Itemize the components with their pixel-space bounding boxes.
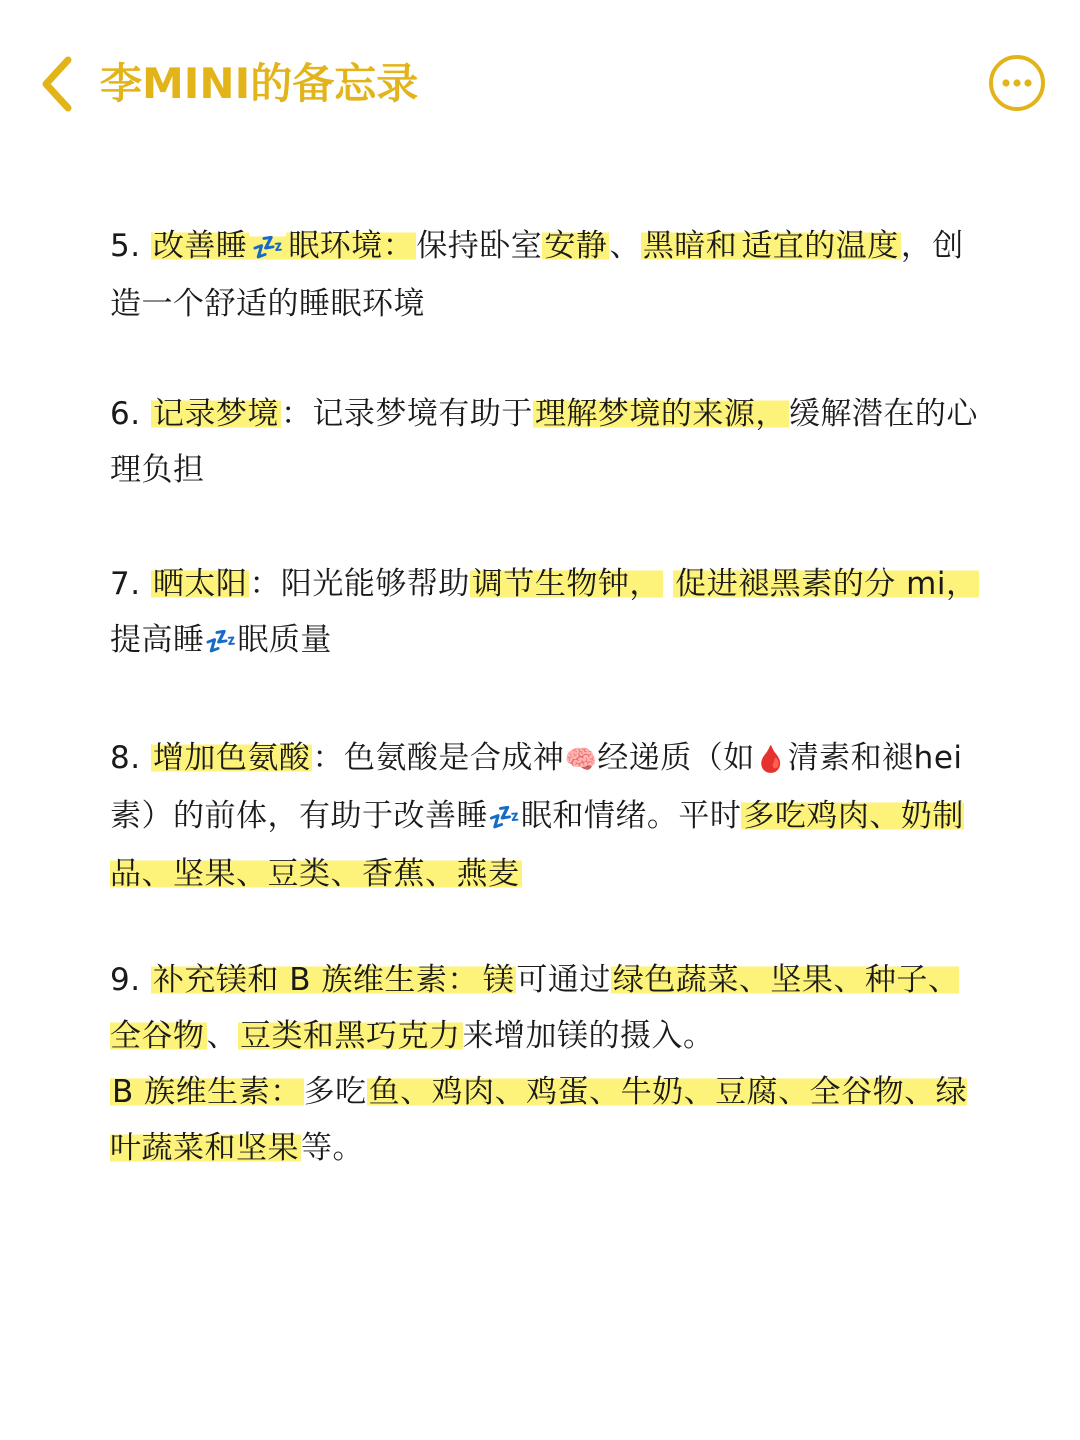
more-horizontal-icon	[987, 53, 1047, 113]
list-item	[110, 218, 990, 332]
highlighted-text: 豆类和黑巧克力	[240, 1018, 461, 1054]
highlighted-text: 适宜的温度	[741, 228, 899, 264]
item-number: 8.	[110, 740, 151, 776]
memo-text: ：色氨酸是合成神	[312, 740, 565, 776]
highlighted-text: 晒太阳	[152, 566, 248, 602]
memo-text: 眠和情绪。平时	[520, 798, 742, 834]
memo-text: ：阳光能够帮助	[249, 566, 470, 602]
memo-text: 多吃	[303, 1074, 367, 1110]
more-button[interactable]	[987, 53, 1047, 113]
memo-text	[663, 566, 673, 602]
chevron-left-icon	[34, 52, 90, 116]
memo-text: 等。	[301, 1130, 364, 1166]
sleep-icon: 💤	[204, 627, 238, 657]
memo-text: 清素和褪hei 素）的前体，有助于改善睡	[110, 740, 963, 834]
highlighted-text: 促进褪黑素的分 mi，	[675, 566, 978, 602]
sleep-icon: 💤	[251, 233, 285, 263]
memo-text: 缓解潜在的心理负担	[110, 396, 978, 488]
memo-text: 提高睡	[110, 622, 205, 658]
highlighted-text: 鱼、鸡肉、鸡蛋、牛奶、豆腐、全谷物、绿叶蔬菜和坚果	[110, 1074, 968, 1166]
list-item	[110, 730, 990, 902]
highlighted-text: 增加色氨酸	[152, 740, 311, 776]
highlighted-text: 安静	[544, 228, 608, 264]
highlighted-text: 改善睡	[152, 228, 248, 264]
highlighted-text: 调节生物钟，	[471, 566, 661, 602]
memo-text: 经递质（如	[597, 740, 755, 776]
memo-text: 、	[206, 1018, 238, 1054]
highlighted-text: 理解梦境的来源，	[534, 396, 787, 432]
memo-text: 眠质量	[237, 622, 332, 658]
highlighted-text: 多吃鸡肉、奶制品、坚果、豆类、香蕉、燕麦	[110, 798, 964, 892]
memo-text: ：记录梦境有助于	[280, 396, 533, 432]
item-number: 6.	[110, 396, 151, 432]
item-number: 5.	[110, 228, 151, 264]
memo-text: ，创造一个舒适的睡眠环境	[110, 228, 964, 322]
item-number: 7.	[110, 566, 151, 602]
memo-text: 保持卧室	[416, 228, 543, 264]
highlighted-text: 记录梦境	[152, 396, 279, 432]
sleep-icon: 💤	[488, 803, 521, 833]
highlighted-text: 镁	[482, 962, 515, 998]
page-title: 李MINI的备忘录	[100, 59, 419, 108]
highlighted-text: B 族维生素：	[112, 1074, 302, 1110]
memo-text: 可通过	[516, 962, 611, 998]
brain-icon: 🧠	[564, 745, 598, 775]
item-number: 9.	[110, 962, 151, 998]
app-header	[0, 0, 1080, 170]
memo-text: 、	[609, 228, 641, 264]
memo-text: 来增加镁的摄入。	[462, 1018, 715, 1054]
back-button[interactable]	[34, 52, 90, 116]
list-item	[110, 386, 990, 498]
highlighted-text: 绿色蔬菜、坚果、种子、全谷物	[110, 962, 960, 1054]
highlighted-text: 眠环境：	[288, 228, 415, 264]
highlighted-text: 补充镁和 B 族维生素：	[152, 962, 479, 998]
highlighted-text: 黑暗和	[642, 228, 738, 264]
blood-icon: 🩸	[754, 745, 788, 775]
list-item	[110, 952, 990, 1176]
list-item	[110, 556, 990, 670]
